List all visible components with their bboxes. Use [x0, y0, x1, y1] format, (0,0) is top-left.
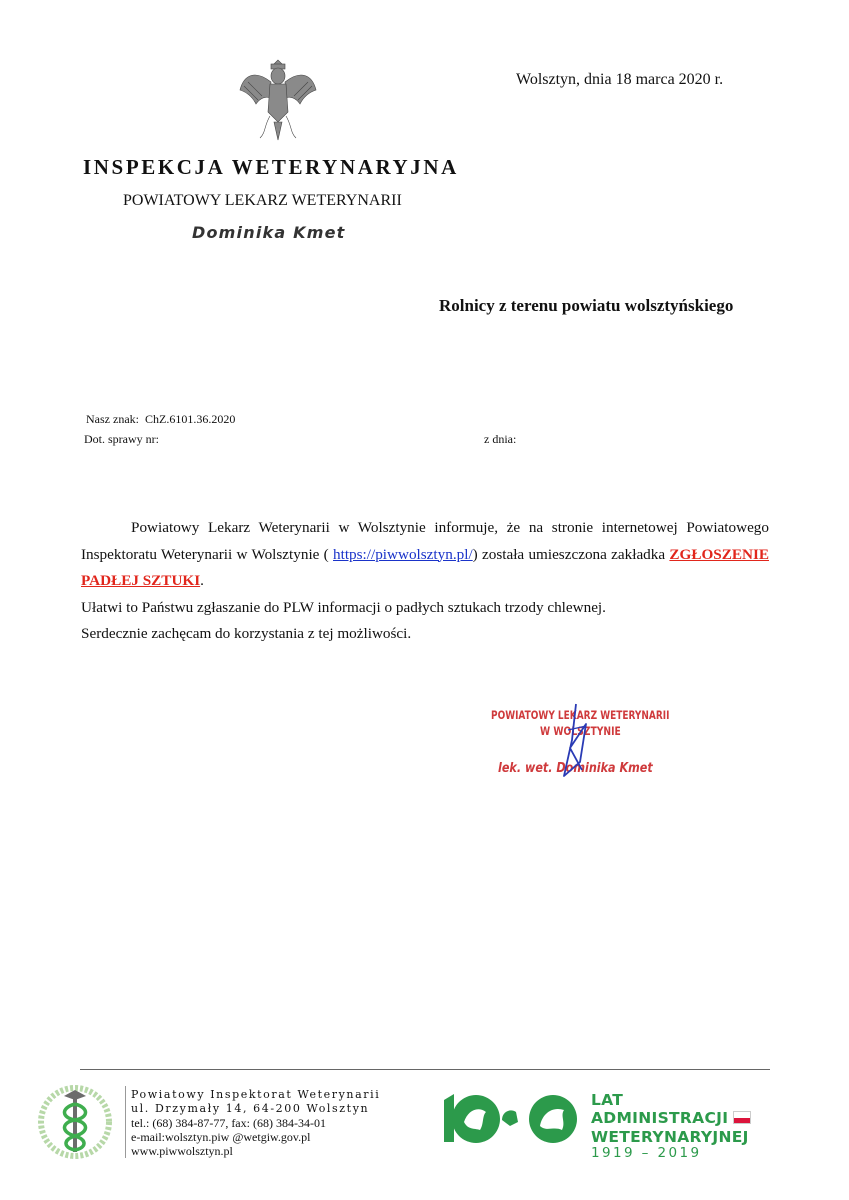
anniversary-lat: LAT	[591, 1091, 624, 1109]
footer-address: ul. Drzymały 14, 64-200 Wolsztyn	[131, 1102, 370, 1115]
body-text-part: .	[200, 572, 204, 589]
stamp-line-1: POWIATOWY LEKARZ WETERYNARII	[491, 708, 670, 722]
document-date: Wolsztyn, dnia 18 marca 2020 r.	[516, 71, 724, 88]
officer-name: Dominika Kmet	[192, 223, 346, 242]
footer-divider-line	[80, 1069, 770, 1070]
recipient-line: Rolnicy z terenu powiatu wolsztyńskiego	[439, 296, 734, 315]
footer-phone: tel.: (68) 384-87-77, fax: (68) 384-34-01	[131, 1116, 326, 1130]
body-text-part: ) została umieszczona zakładka	[472, 545, 670, 563]
body-text-part: Powiatowy Lekarz Weterynarii w Wolsztynie informuje, że na stronie internetowej Powiatowego Inspektoratu Weterynarii w Wolsztynie (	[81, 519, 769, 563]
website-link[interactable]: https://piwwolsztyn.pl/	[333, 545, 473, 563]
anniversary-years: 1919 – 2019	[591, 1145, 702, 1161]
stamp-line-2: W WOLSZTYNIE	[540, 724, 621, 738]
case-reference-label: Dot. sprawy nr:	[84, 432, 159, 446]
body-line: Ułatwi to Państwu zgłaszanie do PLW informacji o padłych sztukach trzody chlewnej.	[81, 598, 606, 616]
hundred-years-logo-icon	[440, 1092, 585, 1147]
our-reference	[86, 412, 235, 427]
institution-title: INSPEKCJA WETERYNARYJNA	[83, 155, 459, 179]
tab-name-highlight: ZGŁOSZENIE PADŁEJ SZTUKI	[81, 545, 769, 589]
stamp-line-3: lek. wet. Dominika Kmet	[498, 761, 653, 776]
our-reference-label: Nasz znak:	[86, 412, 139, 426]
body-paragraph	[81, 515, 769, 595]
caduceus-wreath-logo-icon	[34, 1084, 116, 1160]
footer-vertical-divider	[125, 1086, 126, 1158]
anniversary-line-2: WETERYNARYJNEJ	[591, 1128, 749, 1146]
footer-org-name: Powiatowy Inspektorat Weterynarii	[131, 1088, 381, 1101]
body-line: Serdecznie zachęcam do korzystania z tej możliwości.	[81, 625, 412, 642]
polish-eagle-emblem-icon	[236, 56, 320, 144]
date-reference-label: z dnia:	[484, 432, 517, 446]
our-reference-value: ChZ.6101.36.2020	[144, 412, 236, 426]
letter-body	[81, 515, 769, 648]
polish-flag-icon	[733, 1111, 751, 1124]
footer-website: www.piwwolsztyn.pl	[131, 1144, 233, 1158]
anniversary-line-1: ADMINISTRACJI	[591, 1109, 729, 1127]
office-title: POWIATOWY LEKARZ WETERYNARII	[123, 192, 402, 209]
signature-icon	[550, 700, 600, 785]
footer-email: e-mail:wolsztyn.piw @wetgiw.gov.pl	[131, 1130, 311, 1144]
